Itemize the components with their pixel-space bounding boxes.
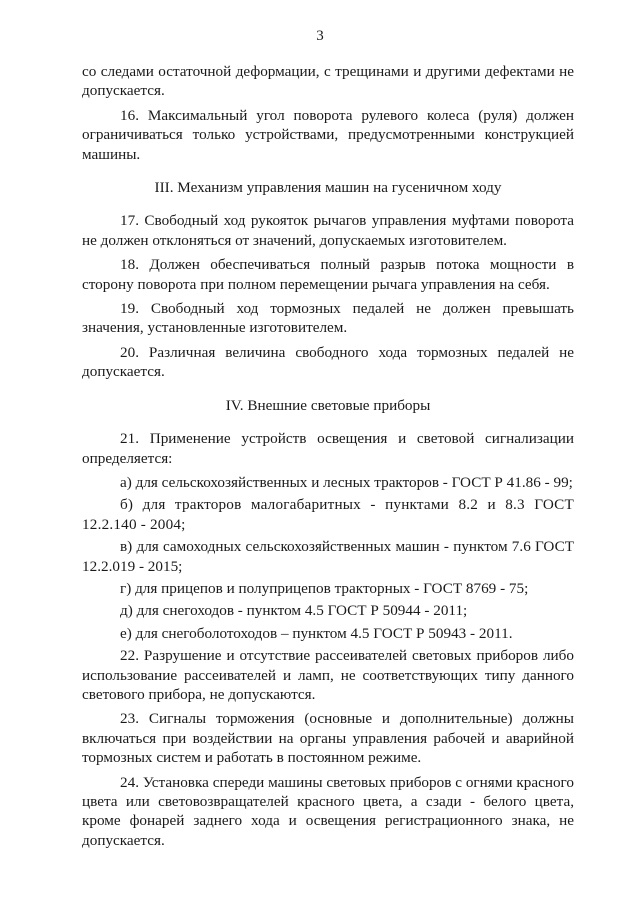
section-heading-4: IV. Внешние световые приборы	[225, 396, 431, 414]
subitem-a: а) для сельскохозяйственных и лесных тракторов - ГОСТ Р 41.86 - 99;	[120, 473, 573, 491]
paragraph-20: 20. Различная величина свободного хода тормозных педалей не допускается.	[82, 343, 574, 381]
document-body	[82, 62, 574, 855]
section-heading-3: III. Механизм управления машин на гусеничном ходу	[154, 179, 502, 197]
paragraph-17: 17. Свободный ход рукояток рычагов управления муфтами поворота не должен отклоняться от значений, допускаемых изготовителем.	[82, 212, 574, 249]
paragraph-24: 24. Установка спереди машины световых приборов с огнями красного цвета или световозвращателей красного цвета, а сзади - белого цвета, кроме фонарей заднего хода и освещения регистрационного знака, не допускается.	[82, 773, 574, 849]
paragraph-continuation: со следами остаточной деформации, с трещинами и другими дефектами не допускается.	[82, 63, 574, 100]
subitem-g: г) для прицепов и полуприцепов тракторных - ГОСТ 8769 - 75;	[120, 579, 529, 597]
paragraph-23: 23. Сигналы торможения (основные и дополнительные) должны включаться при воздействии на органы управления рабочей и аварийной тормозных систем и работать в постоянном режиме.	[82, 710, 574, 767]
paragraph-16: 16. Максимальный угол поворота рулевого колеса (руля) должен ограничиваться только устройствами, предусмотренными конструкцией машины.	[82, 106, 574, 163]
paragraph-18: 18. Должен обеспечиваться полный разрыв потока мощности в сторону поворота при полном перемещении рычага управления на себя.	[82, 256, 574, 293]
subitem-d: д) для снегоходов - пунктом 4.5 ГОСТ Р 50944 - 2011;	[120, 602, 468, 620]
paragraph-19: 19. Свободный ход тормозных педалей не должен превышать значения, установленные изготовителем.	[82, 300, 574, 337]
subitem-b: б) для тракторов малогабаритных - пунктами 8.2 и 8.3 ГОСТ 12.2.140 - 2004;	[82, 496, 574, 533]
subitem-e: е) для снегоболотоходов – пунктом 4.5 ГОСТ Р 50943 - 2011.	[120, 624, 513, 642]
subitem-v: в) для самоходных сельскохозяйственных машин - пунктом 7.6 ГОСТ 12.2.019 - 2015;	[82, 538, 574, 575]
paragraph-21: 21. Применение устройств освещения и световой сигнализации определяется:	[82, 430, 574, 467]
page-number: 3	[316, 28, 324, 44]
paragraph-22: 22. Разрушение и отсутствие рассеивателей световых приборов либо использование рассеивателей и ламп, не соответствующих типу данного светового прибора, не допускаются.	[82, 647, 574, 703]
